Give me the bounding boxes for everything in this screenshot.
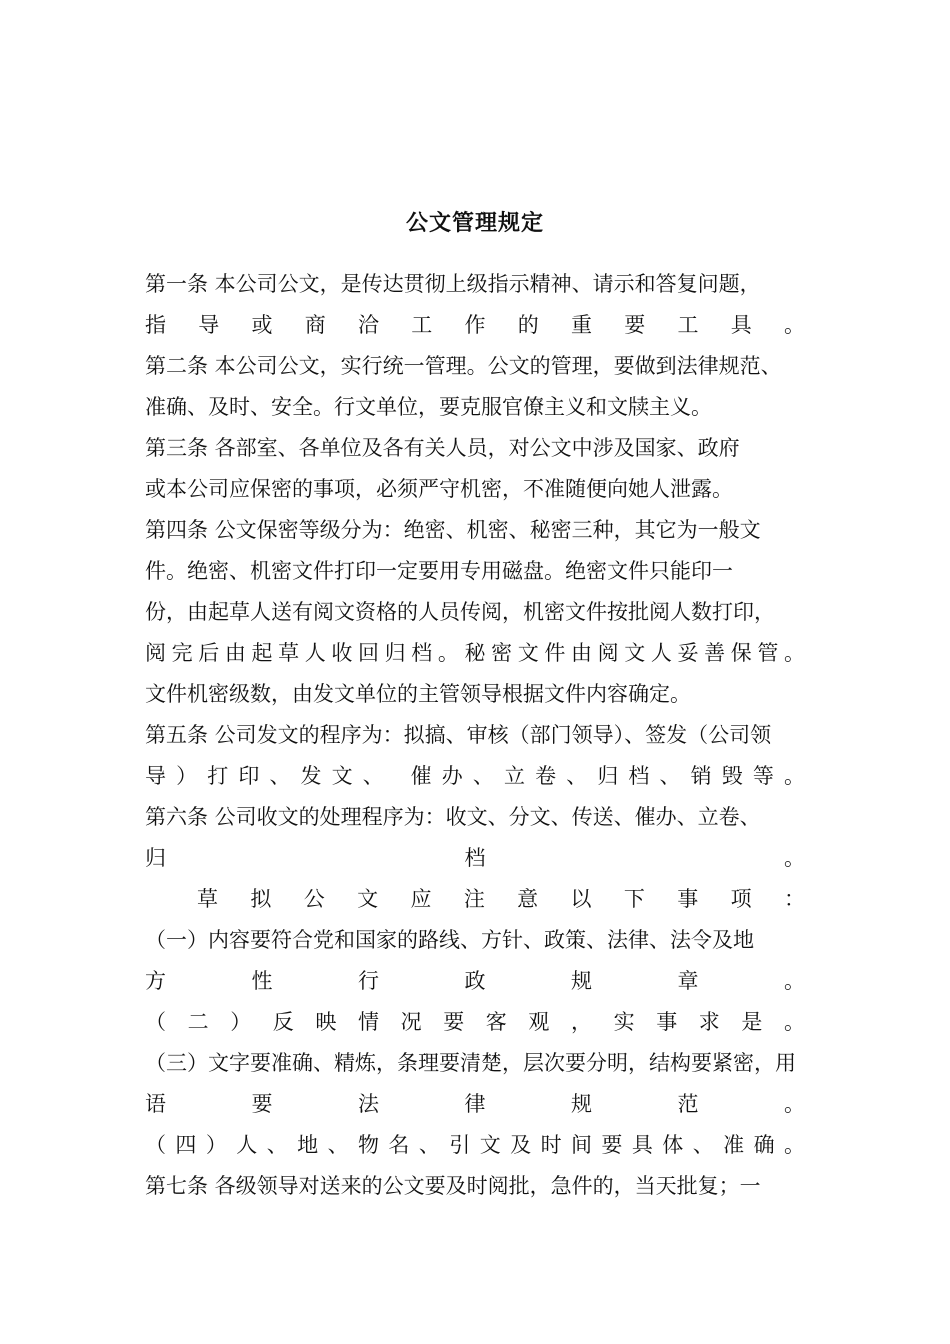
- paragraph-line: （二）反映情况要客观，实事求是。: [145, 1010, 805, 1034]
- paragraph-line: 归档。: [145, 846, 805, 870]
- paragraph-line: 草拟公文应注意以下事项：: [197, 887, 805, 911]
- paragraph-line: 方性行政规章。: [145, 969, 805, 993]
- paragraph-line: 第三条 各部室、各单位及各有关人员，对公文中涉及国家、政府: [145, 436, 740, 460]
- paragraph-line: 文件机密级数，由发文单位的主管领导根据文件内容确定。: [145, 682, 691, 706]
- paragraph-line: 第二条 本公司公文，实行统一管理。公文的管理，要做到法律规范、: [145, 354, 782, 378]
- paragraph-line: （一）内容要符合党和国家的路线、方针、政策、法律、法令及地: [145, 928, 754, 952]
- paragraph-line: 第六条 公司收文的处理程序为：收文、分文、传送、催办、立卷、: [145, 805, 761, 829]
- paragraph-line: （四）人、地、物名、引文及时间要具体、准确。: [145, 1133, 805, 1157]
- paragraph-line: 第一条 本公司公文，是传达贯彻上级指示精神、请示和答复问题，: [145, 272, 761, 296]
- paragraph-line: 阅完后由起草人收回归档。秘密文件由阅文人妥善保管。: [145, 641, 805, 665]
- paragraph-line: 语要法律规范。: [145, 1092, 805, 1116]
- document-title: 公文管理规定: [405, 211, 544, 236]
- paragraph-line: 第七条 各级领导对送来的公文要及时阅批，急件的，当天批复；一: [145, 1174, 761, 1198]
- paragraph-line: 导）打印、发文、 催办、立卷、归档、销毁等。: [145, 764, 805, 788]
- document-body: [145, 264, 805, 1207]
- paragraph-line: 份，由起草人送有阅文资格的人员传阅，机密文件按批阅人数打印，: [145, 600, 775, 624]
- paragraph-line: 指导或商洽工作的重要工具。: [145, 313, 805, 337]
- paragraph-line: 准确、及时、安全。行文单位，要克服官僚主义和文牍主义。: [145, 395, 712, 419]
- paragraph-line: （三）文字要准确、精炼，条理要清楚，层次要分明，结构要紧密，用: [145, 1051, 796, 1075]
- paragraph-line: 或本公司应保密的事项，必须严守机密，不准随便向她人泄露。: [145, 477, 733, 501]
- paragraph-line: 件。绝密、机密文件打印一定要用专用磁盘。绝密文件只能印一: [145, 559, 733, 583]
- paragraph-line: 第四条 公文保密等级分为：绝密、机密、秘密三种，其它为一般文: [145, 518, 761, 542]
- paragraph-line: 第五条 公司发文的程序为：拟搞、审核（部门领导）、签发（公司领: [145, 723, 772, 747]
